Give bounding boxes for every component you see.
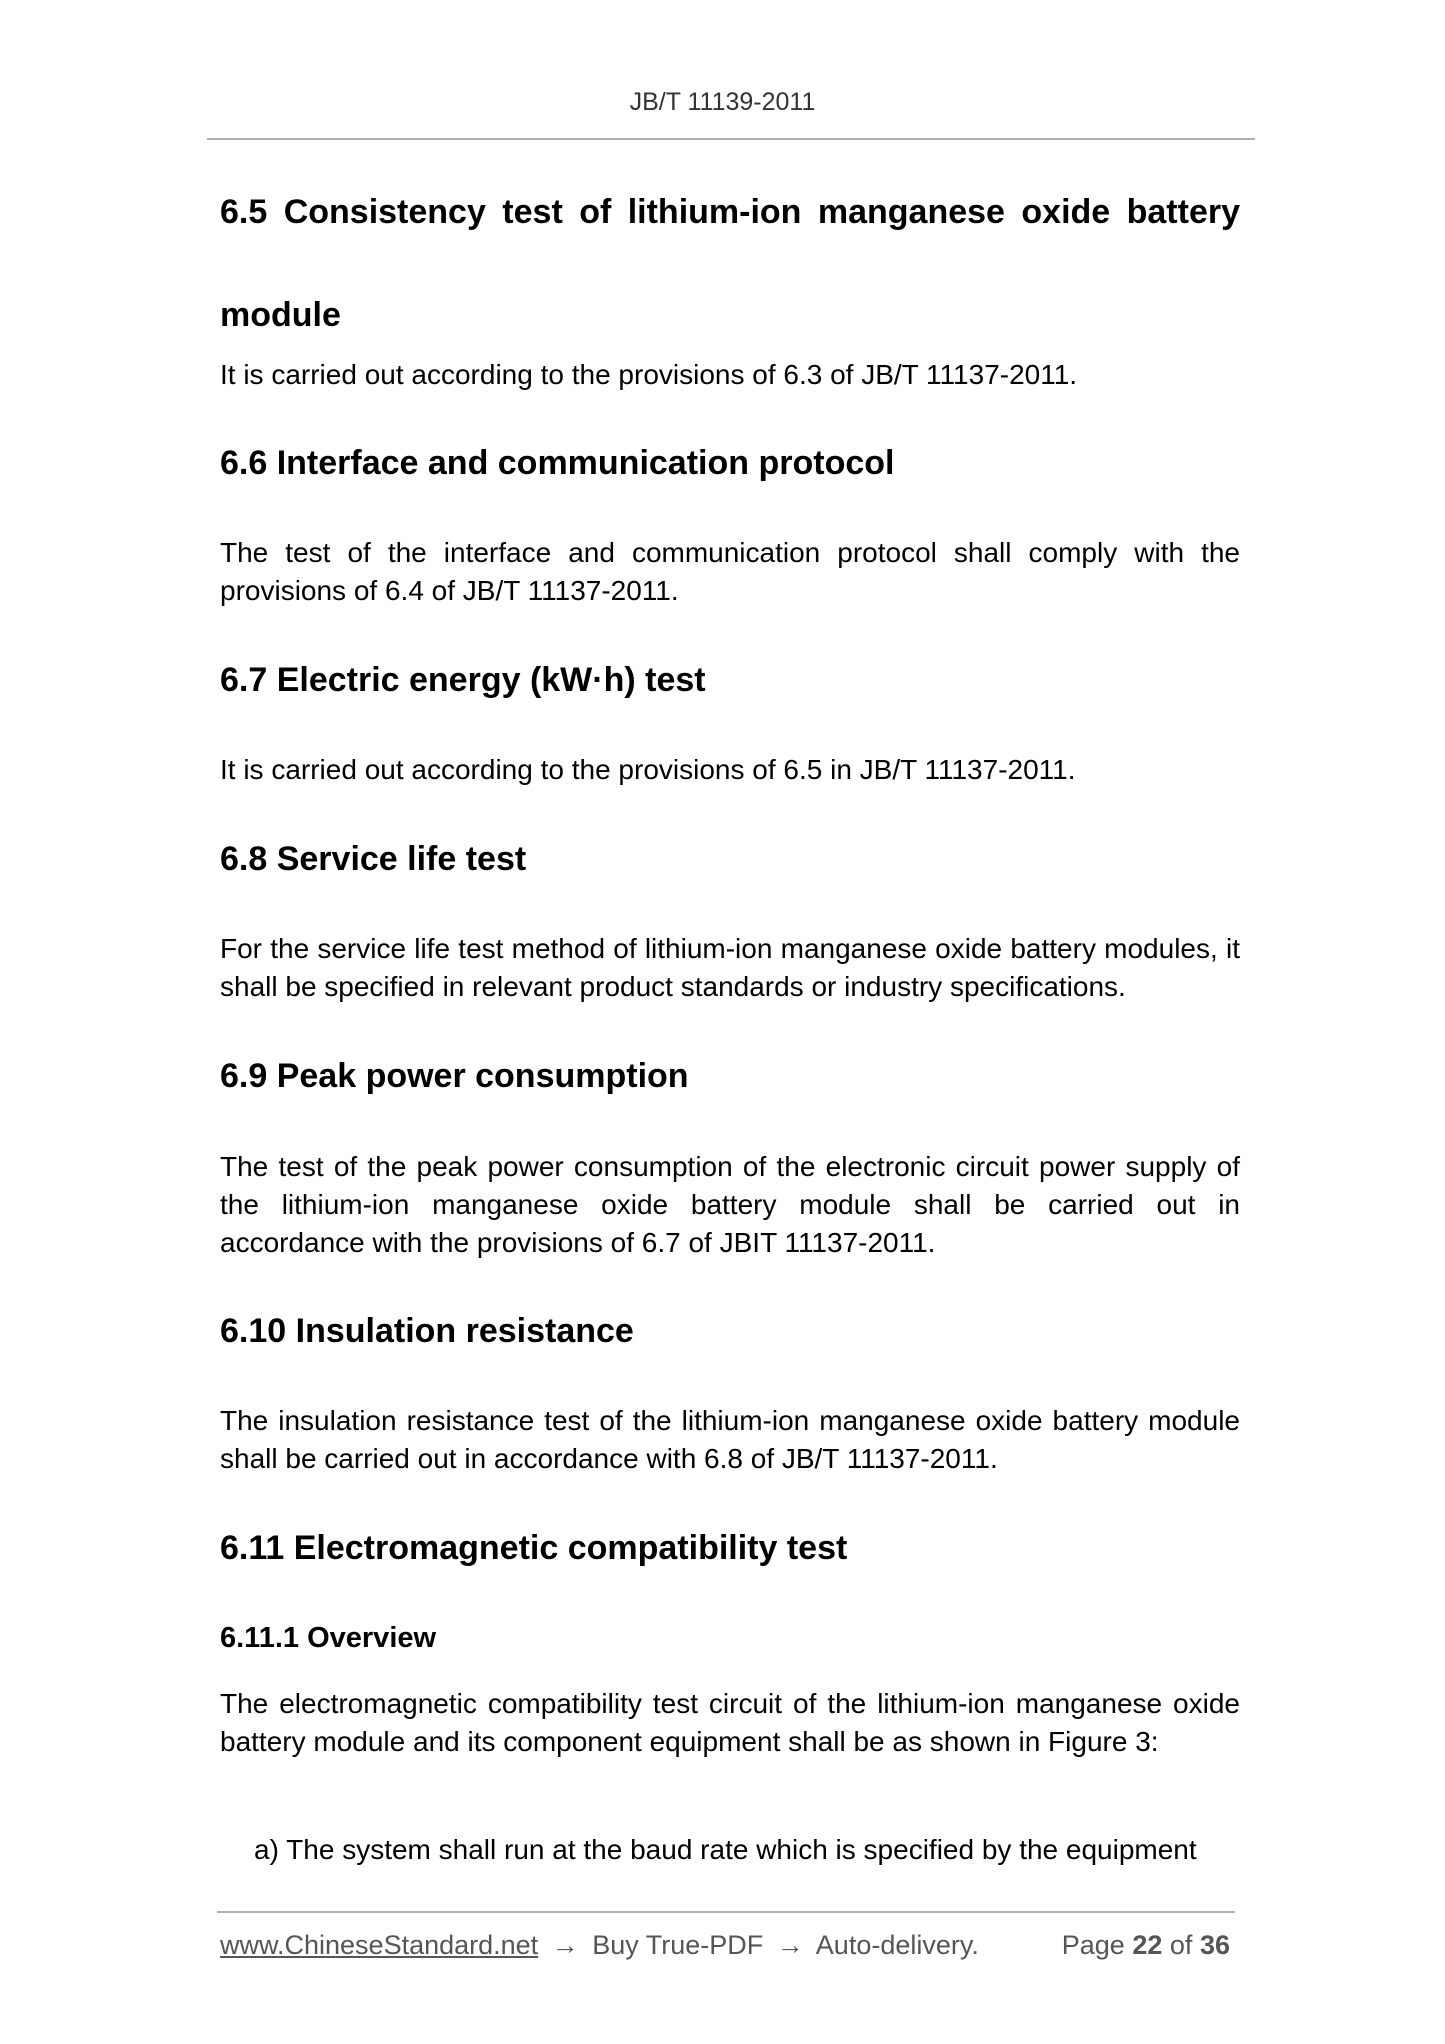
of-label: of (1169, 1930, 1193, 1960)
arrow-right-icon: → (551, 1930, 579, 1960)
section-6-7-body: It is carried out according to the provisions of 6.5 in JB/T 11137-2011. (220, 754, 1076, 785)
document-id-header: JB/T 11139-2011 (629, 88, 816, 116)
section-6-6-heading: 6.6 Interface and communication protocol (220, 444, 895, 482)
section-6-11-1-body: The electromagnetic compatibility test circuit of the lithium-ion manganese oxide battery module and its component equipment shall be as shown in Figure 3: (220, 1688, 1240, 1757)
section-6-11-1-heading: 6.11.1 Overview (220, 1622, 437, 1654)
section-6-6-body: The test of the interface and communication protocol shall comply with the provisions of 6.4 of JB/T 11137-2011. (220, 537, 1240, 606)
website-link[interactable]: www.ChineseStandard.net (220, 1930, 539, 1960)
arrow-right-icon: → (776, 1930, 804, 1960)
section-6-8-heading: 6.8 Service life test (220, 840, 527, 878)
section-6-9-body: The test of the peak power consumption of the electronic circuit power supply of the lithium-ion manganese oxide battery module shall be carried out in accordance with the provisions of 6.7 of JBIT 11137-2011. (220, 1151, 1240, 1258)
section-6-5-body: It is carried out according to the provisions of 6.3 of JB/T 11137-2011. (220, 359, 1078, 390)
section-6-9-heading: 6.9 Peak power consumption (220, 1057, 689, 1095)
auto-delivery-text: Auto-delivery. (815, 1930, 979, 1960)
page-footer (220, 1930, 1230, 1961)
section-6-10-heading: 6.10 Insulation resistance (220, 1312, 634, 1350)
buy-pdf-text: Buy True-PDF (592, 1930, 764, 1960)
section-6-5-heading-continued: module (220, 296, 341, 334)
list-item-a: a) The system shall run at the baud rate which is specified by the equipment (254, 1834, 1197, 1865)
page-indicator (1062, 1930, 1230, 1961)
footer-divider (217, 1911, 1235, 1913)
section-6-7-heading: 6.7 Electric energy (kW·h) test (220, 661, 706, 699)
section-6-10-body: The insulation resistance test of the lithium-ion manganese oxide battery module shall be carried out in accordance with 6.8 of JB/T 11137-2011. (220, 1405, 1240, 1474)
total-pages-number: 36 (1199, 1930, 1230, 1960)
section-6-8-body: For the service life test method of lithium-ion manganese oxide battery modules, it shall be specified in relevant product standards or industry specifications. (220, 933, 1240, 1002)
section-6-11-heading: 6.11 Electromagnetic compatibility test (220, 1529, 848, 1567)
section-6-5-heading: 6.5 Consistency test of lithium-ion manganese oxide battery (220, 193, 1240, 231)
page-label: Page (1061, 1930, 1125, 1960)
current-page-number: 22 (1132, 1930, 1163, 1960)
header-divider (207, 138, 1255, 140)
